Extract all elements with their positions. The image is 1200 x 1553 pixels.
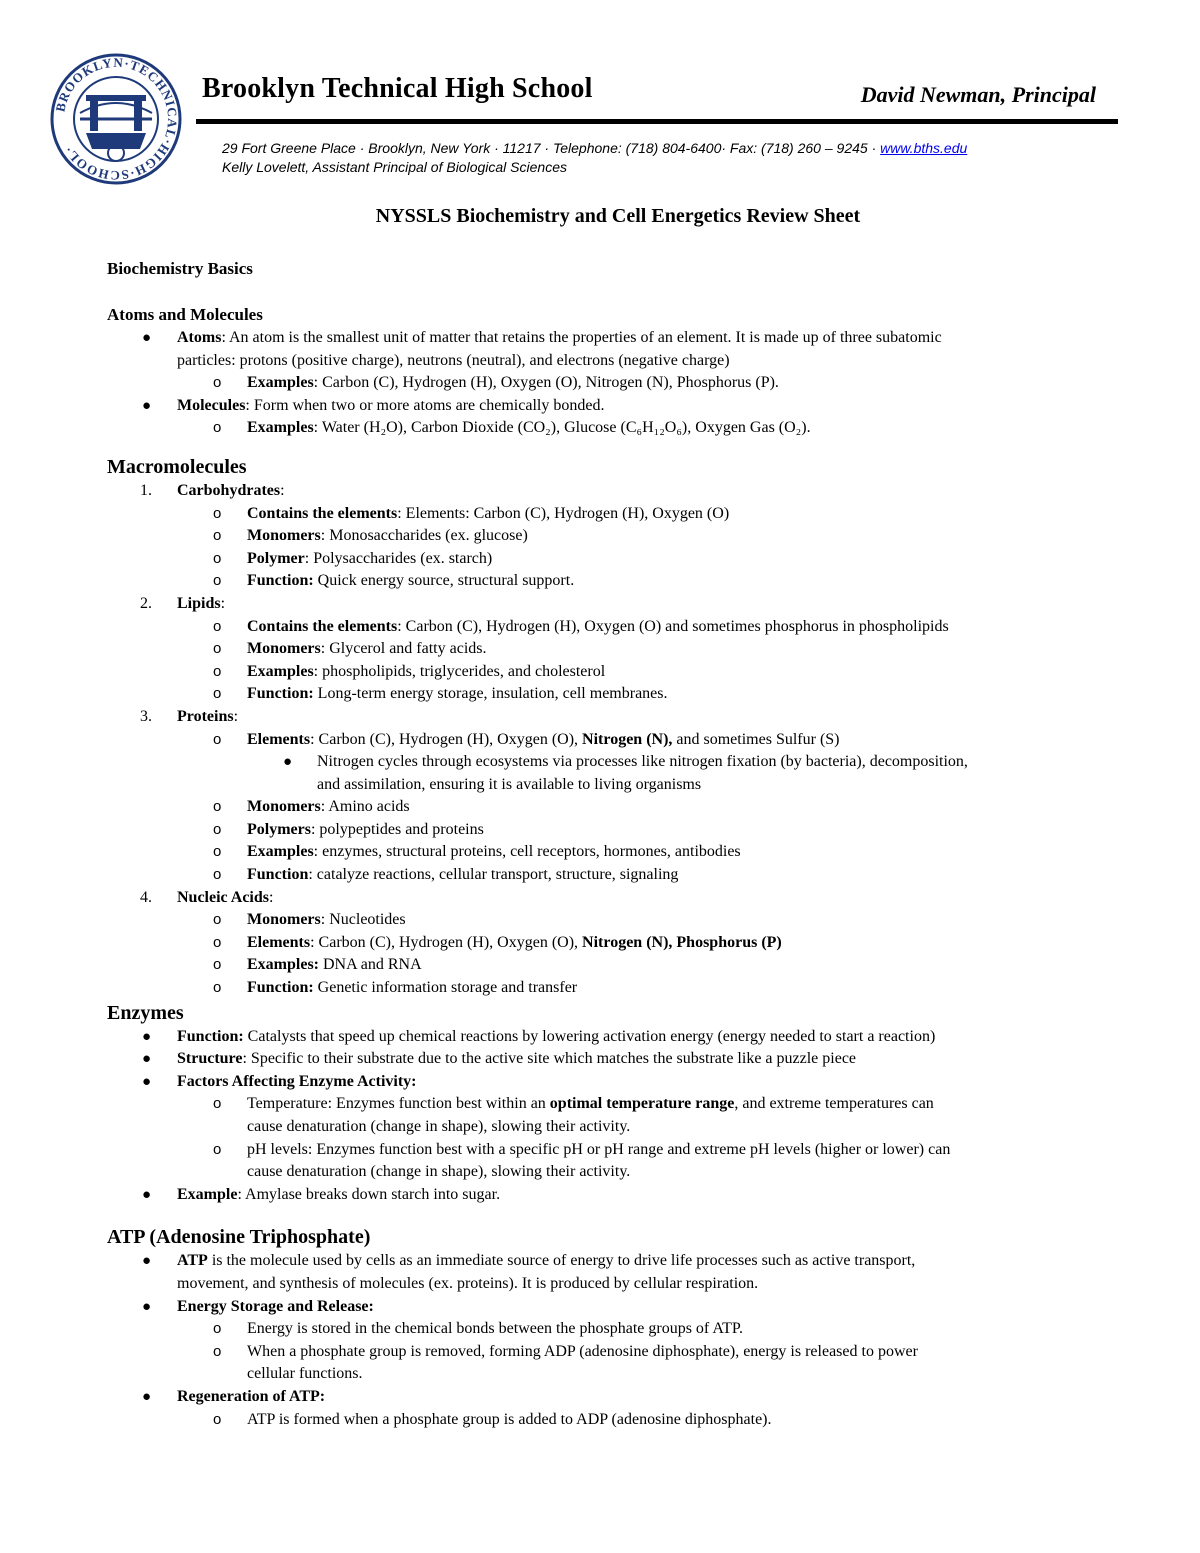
- term-emphasis: optimal temperature range: [549, 1095, 735, 1113]
- term-label: Examples: [247, 662, 314, 680]
- heading-enzymes: Enzymes: [107, 1001, 184, 1024]
- item-text: , and extreme temperatures can: [734, 1095, 934, 1113]
- list-item-continuation: particles: protons (positive charge), neutrons (neutral), and electrons (negative charge): [177, 351, 730, 369]
- item-text: ATP is formed when a phosphate group is added to ADP (adenosine diphosphate).: [247, 1410, 772, 1428]
- list-item: [107, 977, 1117, 1000]
- list-item: [107, 796, 1117, 819]
- list-item-enzyme-function: [107, 1026, 1117, 1049]
- list-item: [107, 841, 1117, 864]
- term-label: Monomers: [247, 527, 321, 545]
- sub-bullet-marker: o: [213, 1342, 222, 1360]
- list-item: [107, 1341, 1117, 1364]
- list-number: 3.: [140, 707, 152, 725]
- term-label: Elements: [247, 730, 311, 748]
- item-text: : An atom is the smallest unit of matter that retains the properties of an element. It is made up of three subatomic: [221, 329, 942, 346]
- list-number: 1.: [140, 481, 152, 499]
- principal-name: David Newman, Principal: [860, 82, 1096, 107]
- item-text: Energy is stored in the chemical bonds between the phosphate groups of ATP.: [247, 1320, 744, 1338]
- document-body: [107, 257, 1117, 1431]
- term-label: Contains the elements: [247, 504, 398, 522]
- bullet-marker: ●: [283, 754, 293, 771]
- sub-bullet-marker: o: [213, 798, 222, 816]
- list-item: [107, 729, 1117, 752]
- item-text: :: [269, 888, 274, 906]
- item-text: : Form when two or more atoms are chemically bonded.: [245, 396, 605, 414]
- heading-macromolecules: Macromolecules: [107, 455, 247, 478]
- term-label: Proteins: [177, 707, 234, 725]
- item-text: Nitrogen cycles through ecosystems via processes like nitrogen fixation (by bacteria), decomposition,: [317, 753, 968, 771]
- bullet-marker: ●: [142, 1298, 152, 1315]
- item-text: : phospholipids, triglycerides, and cholesterol: [313, 662, 606, 680]
- item-text: Genetic information storage and transfer: [313, 979, 578, 997]
- term-label: Examples: [247, 374, 314, 392]
- term-label: Monomers: [247, 798, 321, 816]
- list-item-atoms: [107, 327, 1117, 350]
- list-item: [107, 616, 1117, 639]
- sub-bullet-marker: o: [213, 617, 222, 635]
- term-emphasis: Nitrogen (N), Phosphorus (P): [582, 933, 782, 951]
- school-name: Brooklyn Technical High School: [202, 73, 593, 104]
- term-label: Contains the elements: [247, 617, 398, 635]
- list-item-proteins: [107, 706, 1117, 729]
- term-label: Function:: [247, 979, 314, 997]
- header-divider: [196, 119, 1118, 124]
- sub-bullet-marker: o: [213, 572, 222, 590]
- list-number: 2.: [140, 594, 152, 612]
- item-text: :: [233, 707, 239, 725]
- list-item-enzyme-structure: [107, 1048, 1117, 1071]
- sub-bullet-marker: o: [213, 979, 222, 997]
- item-text: : Polysaccharides (ex. starch): [304, 549, 493, 567]
- list-item: [107, 548, 1117, 571]
- term-label: Examples:: [247, 956, 319, 974]
- list-item-continuation: cellular functions.: [247, 1365, 363, 1383]
- item-text: : Carbon (C), Hydrogen (H), Oxygen (O),: [310, 730, 583, 748]
- bullet-marker: ●: [142, 1051, 152, 1068]
- item-text: : Carbon (C), Hydrogen (H), Oxygen (O),: [310, 933, 583, 951]
- item-text: : Elements: Carbon (C), Hydrogen (H), Oxygen (O): [397, 504, 730, 522]
- term-label: Energy Storage and Release:: [177, 1297, 374, 1315]
- list-item-continuation: and assimilation, ensuring it is available to living organisms: [317, 775, 702, 793]
- svg-text:BROOKLYN·TECHNICAL·HIGH·SCHOOL: BROOKLYN·TECHNICAL·HIGH·SCHOOL·: [52, 54, 181, 184]
- address-line: [222, 140, 967, 156]
- list-item: [107, 909, 1117, 932]
- item-text: : polypeptides and proteins: [310, 820, 484, 838]
- term-label: Elements: [247, 933, 311, 951]
- bullet-marker: ●: [142, 1186, 152, 1203]
- list-item: [107, 1318, 1117, 1341]
- list-item-continuation: movement, and synthesis of molecules (ex. proteins). It is produced by cellular respiration.: [177, 1274, 759, 1292]
- item-text: : Nucleotides: [320, 911, 406, 929]
- term-label: Function: [247, 866, 309, 884]
- term-label: Monomers: [247, 640, 321, 658]
- term-label: Nucleic Acids: [177, 888, 269, 906]
- sub-bullet-marker: o: [213, 549, 222, 567]
- list-item-molecules: [107, 395, 1117, 418]
- list-item: [107, 638, 1117, 661]
- bullet-marker: ●: [142, 1388, 152, 1405]
- list-item-atom-examples: [107, 372, 1117, 395]
- list-item: [107, 864, 1117, 887]
- term-label: Polymer: [247, 549, 305, 567]
- list-item-regeneration: [107, 1386, 1117, 1409]
- bullet-marker: ●: [142, 397, 152, 414]
- term-label: Factors Affecting Enzyme Activity:: [177, 1072, 417, 1090]
- item-text: : Glycerol and fatty acids.: [320, 640, 487, 658]
- list-item: [107, 683, 1117, 706]
- item-text: pH levels: Enzymes function best with a specific pH or pH range and extreme pH levels (higher or lower) can: [247, 1140, 951, 1158]
- heading-atoms-and-molecules: Atoms and Molecules: [107, 305, 263, 324]
- term-label: Function:: [247, 572, 314, 590]
- list-item-energy-storage: [107, 1296, 1117, 1319]
- list-item-carbohydrates: [107, 480, 1117, 503]
- item-text: : Amylase breaks down starch into sugar.: [237, 1185, 501, 1203]
- list-item-continuation: cause denaturation (change in shape), slowing their activity.: [247, 1163, 631, 1181]
- school-seal-logo: [50, 53, 182, 185]
- item-text: : enzymes, structural proteins, cell receptors, hormones, antibodies: [313, 843, 741, 861]
- sub-bullet-marker: o: [213, 1140, 222, 1158]
- heading-atp: ATP (Adenosine Triphosphate): [107, 1226, 371, 1249]
- list-item-continuation: cause denaturation (change in shape), slowing their activity.: [247, 1118, 631, 1135]
- sub-bullet-marker: o: [213, 933, 222, 951]
- term-label: Polymers: [247, 820, 311, 838]
- term-label: Example: [177, 1185, 238, 1203]
- list-item-atp: [107, 1250, 1117, 1273]
- sub-bullet-marker: o: [213, 640, 222, 658]
- term-label: ATP: [177, 1252, 208, 1270]
- sub-bullet-marker: o: [213, 866, 222, 884]
- list-item: [107, 932, 1117, 955]
- term-label: Examples: [247, 843, 314, 861]
- term-label: Molecules: [177, 396, 246, 414]
- sub-bullet-marker: o: [213, 374, 222, 392]
- item-text: and sometimes Sulfur (S): [672, 730, 840, 748]
- list-item: [107, 1409, 1117, 1432]
- list-item-enzyme-example: [107, 1184, 1117, 1207]
- sub-bullet-marker: o: [213, 1410, 222, 1428]
- address-text: 29 Fort Greene Place · Brooklyn, New York · 11217 · Telephone: (718) 804-6400· Fax: (718) 260 – 9245 ·: [222, 140, 877, 156]
- list-number: 4.: [140, 888, 152, 906]
- sub-bullet-marker: o: [213, 843, 222, 861]
- item-text: DNA and RNA: [319, 956, 422, 974]
- sub-bullet-marker: o: [213, 527, 222, 545]
- term-label: Atoms: [177, 329, 222, 346]
- item-text: : Water (H₂O), Carbon Dioxide (CO₂), Glucose (C₆H₁₂O₆), Oxygen Gas (O₂).: [313, 419, 811, 437]
- list-item: [107, 954, 1117, 977]
- term-label: Function:: [177, 1027, 244, 1045]
- assistant-principal-line: Kelly Lovelett, Assistant Principal of Biological Sciences: [222, 159, 567, 175]
- term-label: Examples: [247, 419, 314, 437]
- item-text: Quick energy source, structural support.: [313, 572, 575, 590]
- item-text: : Monosaccharides (ex. glucose): [320, 527, 528, 545]
- sub-bullet-marker: o: [213, 911, 222, 929]
- item-text: :: [280, 481, 285, 499]
- sub-bullet-marker: o: [213, 820, 222, 838]
- term-label: Carbohydrates: [177, 481, 281, 499]
- item-text: Catalysts that speed up chemical reactions by lowering activation energy (energy needed to start a reaction): [243, 1027, 936, 1045]
- sub-bullet-marker: o: [213, 504, 222, 522]
- item-text: :: [220, 594, 226, 612]
- item-text: is the molecule used by cells as an immediate source of energy to drive life processes such as active transport,: [207, 1252, 916, 1270]
- item-text: Temperature: Enzymes function best within an: [247, 1095, 550, 1113]
- list-item-lipids: [107, 593, 1117, 616]
- list-item: [107, 570, 1117, 593]
- list-item: [107, 819, 1117, 842]
- list-item-ph-levels: [107, 1139, 1117, 1162]
- term-label: Structure: [177, 1050, 243, 1068]
- term-label: Function:: [247, 685, 314, 703]
- sub-bullet-marker: o: [213, 685, 222, 703]
- sub-bullet-marker: o: [213, 419, 222, 437]
- bullet-marker: ●: [142, 330, 152, 346]
- list-item: [107, 503, 1117, 526]
- term-label: Regeneration of ATP:: [177, 1387, 326, 1405]
- sub-bullet-marker: o: [213, 730, 222, 748]
- item-text: : catalyze reactions, cellular transport, structure, signaling: [308, 866, 679, 884]
- term-label: Monomers: [247, 911, 321, 929]
- sub-bullet-marker: o: [213, 1095, 222, 1113]
- bullet-marker: ●: [142, 1253, 152, 1270]
- bullet-marker: ●: [142, 1028, 152, 1045]
- term-emphasis: Nitrogen (N),: [582, 730, 673, 748]
- list-item-temperature: [107, 1093, 1117, 1116]
- heading-biochemistry-basics: Biochemistry Basics: [107, 259, 253, 278]
- website-link[interactable]: www.bths.edu: [880, 140, 968, 156]
- item-text: : Carbon (C), Hydrogen (H), Oxygen (O) and sometimes phosphorus in phospholipids: [397, 617, 949, 635]
- list-item: [107, 525, 1117, 548]
- document-title: NYSSLS Biochemistry and Cell Energetics Review Sheet: [375, 205, 861, 227]
- sub-bullet-marker: o: [213, 1320, 222, 1338]
- item-text: When a phosphate group is removed, forming ADP (adenosine diphosphate), energy is released to power: [247, 1342, 918, 1360]
- item-text: : Specific to their substrate due to the active site which matches the substrate like a puzzle piece: [242, 1050, 857, 1068]
- bullet-marker: ●: [142, 1073, 152, 1090]
- sub-bullet-marker: o: [213, 662, 222, 680]
- sub-bullet-marker: o: [213, 956, 222, 974]
- list-item-enzyme-factors: [107, 1071, 1117, 1094]
- item-text: : Amino acids: [320, 798, 410, 816]
- list-item-molecule-examples: [107, 417, 1117, 440]
- item-text: : Carbon (C), Hydrogen (H), Oxygen (O), Nitrogen (N), Phosphorus (P).: [313, 374, 779, 392]
- term-label: Lipids: [177, 594, 221, 612]
- item-text: Long-term energy storage, insulation, cell membranes.: [313, 685, 668, 703]
- list-item: [107, 661, 1117, 684]
- list-item-nucleic-acids: [107, 887, 1117, 910]
- list-item-nitrogen-cycle: [107, 751, 1117, 774]
